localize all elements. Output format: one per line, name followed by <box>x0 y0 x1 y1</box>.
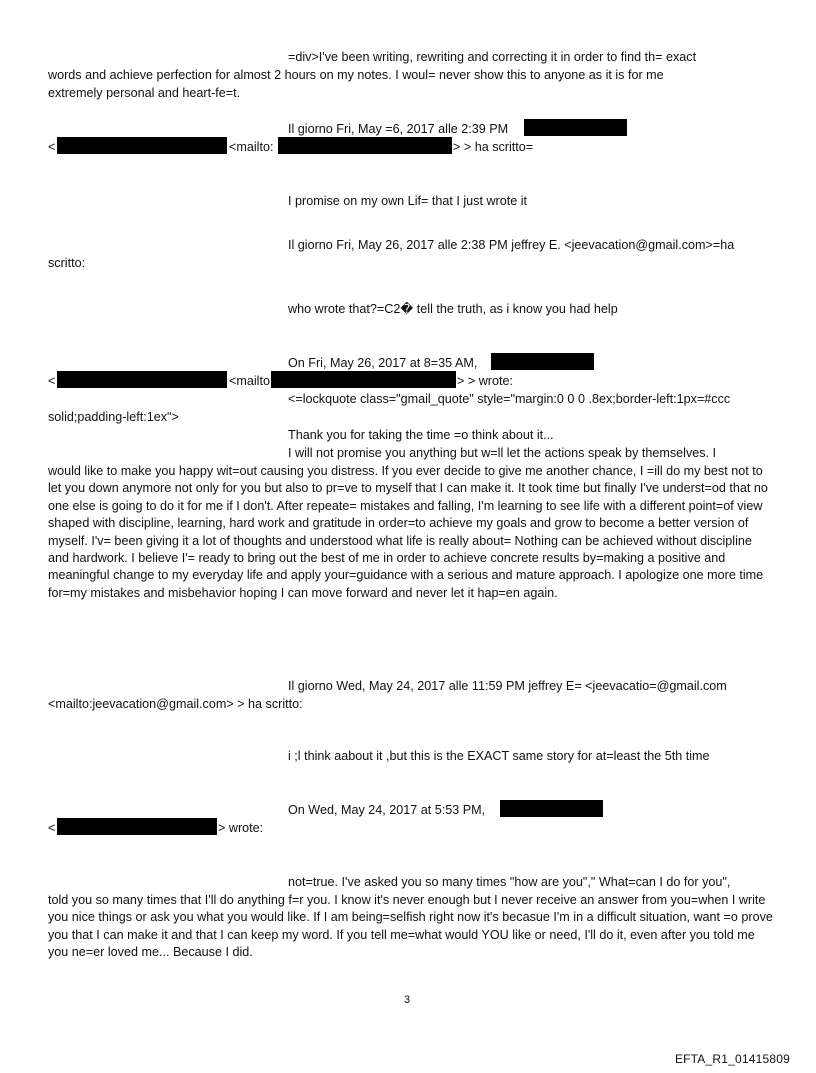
text-line: <mailto:jeevacation@gmail.com> > ha scritto: <box>48 697 303 711</box>
redaction-box <box>57 137 227 154</box>
text-line: words and achieve perfection for almost 2 hours on my notes. I woul= never show this to anyone as it is for me <box>48 68 664 82</box>
text-line: <=lockquote class="gmail_quote" style="margin:0 0 0 .8ex;border-left:1px=#ccc <box>288 392 731 406</box>
text-line: I will not promise you anything but w=ll let the actions speak by themselves. I <box>288 446 717 460</box>
message-paragraph: would like to make you happy wit=out causing you distress. If you ever decide to give me another chance, I =ill do my best not to let you down anymore not only for you but also to pr=ve to myself that I can make it. It took time but finally I've underst=od that no one else is going to do it for me if I don't. After repeate= mistakes and falling, I'm learning to see life with a different point=of view shaped with discipline, learning, hard work and gratitude in order=to achieve my goals and grow to become a better version of myself. I'v= been giving it a lot of thoughts and understood what life is really about= Nothing can be achieved without discipline and hardwork. I believe I'= ready to bring out the best of me in order to achieve concrete results by=making a positive and meaningful change to my everyday life and apply your=guidance with a serious and mature approach. I apologize one more time for=my mistakes and misbehavior hoping I can move forward and never let it hap=en again. <box>48 464 768 600</box>
redaction-box <box>491 353 594 370</box>
text-line: I promise on my own Lif= that I just wrote it <box>288 194 528 208</box>
text-fragment: <mailto <box>229 374 270 388</box>
message-paragraph: told you so many times that I'll do anything f=r you. I know it's never enough but I never receive an answer from you=when I write you nice things or ask you what you would like. If I am being=selfish right now it's becasue I'm in a difficult situation, want =o prove you that I can make it and that I can keep my word. If you tell me=what would YOU like or need, I'll do it, even after you told me you ne=er loved me... Because I did. <box>48 893 773 960</box>
email-header-line: On Fri, May 26, 2017 at 8=35 AM, <box>288 356 478 370</box>
text-fragment: < <box>48 374 56 388</box>
email-header-line: On Wed, May 24, 2017 at 5:53 PM, <box>288 803 486 817</box>
email-header-line: Il giorno Fri, May 26, 2017 alle 2:38 PM jeffrey E. <jeevacation@gmail.com>=ha <box>288 238 735 252</box>
text-fragment: > > ha scritto= <box>453 140 534 154</box>
text-fragment: > > wrote: <box>457 374 514 388</box>
redaction-box <box>278 137 452 154</box>
text-line: =div>I've been writing, rewriting and correcting it in order to find th= exact <box>288 50 697 64</box>
text-fragment: > wrote: <box>218 821 264 835</box>
redaction-box <box>271 371 456 388</box>
redaction-box <box>500 800 603 817</box>
document-id-footer: EFTA_R1_01415809 <box>674 1052 790 1066</box>
text-line: extremely personal and heart-fe=t. <box>48 86 241 100</box>
text-line: Thank you for taking the time =o think about it... <box>288 428 554 442</box>
redaction-box <box>57 818 217 835</box>
text-line: i ;l think aabout it ,but this is the EXACT same story for at=least the 5th time <box>288 749 710 763</box>
text-line: scritto: <box>48 256 86 270</box>
text-fragment: <mailto: <box>229 140 274 154</box>
email-header-line: Il giorno Wed, May 24, 2017 alle 11:59 PM jeffrey E= <jeevacatio=@gmail.com <box>288 679 727 693</box>
text-line: not=true. I've asked you so many times "how are you"," What=can I do for you", <box>288 875 731 889</box>
redaction-box <box>57 371 227 388</box>
text-fragment: < <box>48 140 56 154</box>
email-header-line: Il giorno Fri, May =6, 2017 alle 2:39 PM <box>288 122 509 136</box>
text-fragment: < <box>48 821 56 835</box>
page-number: 3 <box>404 994 411 1006</box>
text-line: solid;padding-left:1ex"> <box>48 410 179 424</box>
text-line: who wrote that?=C2� tell the truth, as i know you had help <box>288 302 618 316</box>
redaction-box <box>524 119 627 136</box>
